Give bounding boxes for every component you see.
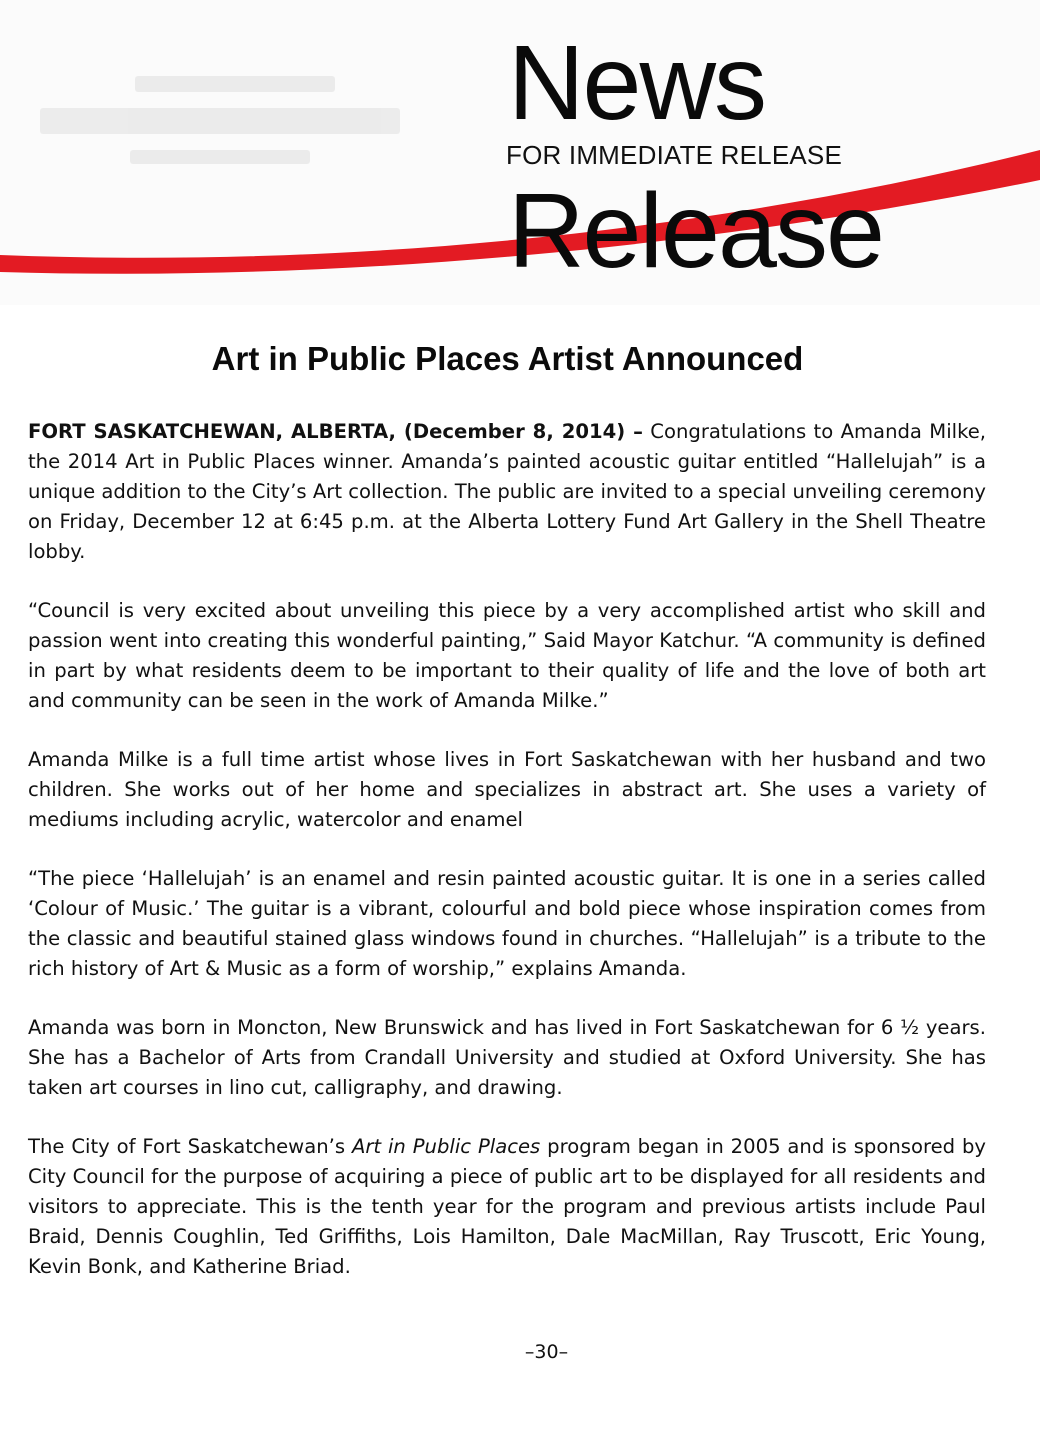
announcement-text: Congratulations to Amanda Milke, the 2014 Art in Public Places winner. Amanda’s painted acoustic guitar entitled “Hallelujah” is a unique addition to the City’s Art collection. The public are invited to a special unveiling ceremony on Friday, December 12 at 6:45 p.m. at the Alberta Lottery Fund Art Gallery in the Shell Theatre lobby. [28,420,987,563]
paragraph-artist-bio: Amanda Milke is a full time artist whose lives in Fort Saskatchewan with her husband and two children. She works out of her home and specializes in abstract art. She uses a variety of mediums including acrylic, watercolor and enamel [28,748,986,831]
program-name: Art in Public Places [351,1135,541,1158]
news-wordmark: News [508,24,766,142]
paragraph-program-history [28,1132,986,1282]
paragraph-mayor-quote: “Council is very excited about unveiling this piece by a very accomplished artist who skill and passion went into creating this wonderful painting,” Said Mayor Katchur. “A community is defined in part by what residents deem to be important to their quality of life and the love of both art and community can be seen in the work of Amanda Milke.” [28,599,986,712]
program-lead: The City of Fort Saskatchewan’s [28,1135,352,1158]
paragraph-announcement [28,417,986,567]
paragraph-artwork-description: “The piece ‘Hallelujah’ is an enamel and resin painted acoustic guitar. It is one in a series called ‘Colour of Music.’ The guitar is a vibrant, colourful and bold piece whose inspiration comes from the classic and beautiful stained glass windows found in churches. “Hallelujah” is a tribute to the rich history of Art & Music as a form of worship,” explains Amanda. [28,867,986,980]
paragraph-artist-background: Amanda was born in Moncton, New Brunswick and has lived in Fort Saskatchewan for 6 ½ years. She has a Bachelor of Arts from Crandall University and studied at Oxford University. She has taken art courses in lino cut, calligraphy, and drawing. [28,1016,986,1099]
masthead [0,0,1040,305]
press-release-body [28,417,986,1311]
release-wordmark: Release [508,172,883,290]
page-title: Art in Public Places Artist Announced [211,340,804,377]
immediate-release-tagline: FOR IMMEDIATE RELEASE [506,140,842,170]
end-marker: –30– [524,1341,569,1363]
dateline: FORT SASKATCHEWAN, ALBERTA, (December 8, 2014) – [28,420,643,443]
program-text: program began in 2005 and is sponsored by City Council for the purpose of acquiring a piece of public art to be displayed for all residents and visitors to appreciate. This is the tenth year for the program and previous artists include Paul Braid, Dennis Coughlin, Ted Griffiths, Lois Hamilton, Dale MacMillan, Ray Truscott, Eric Young, Kevin Bonk, and Katherine Briad. [28,1135,986,1278]
